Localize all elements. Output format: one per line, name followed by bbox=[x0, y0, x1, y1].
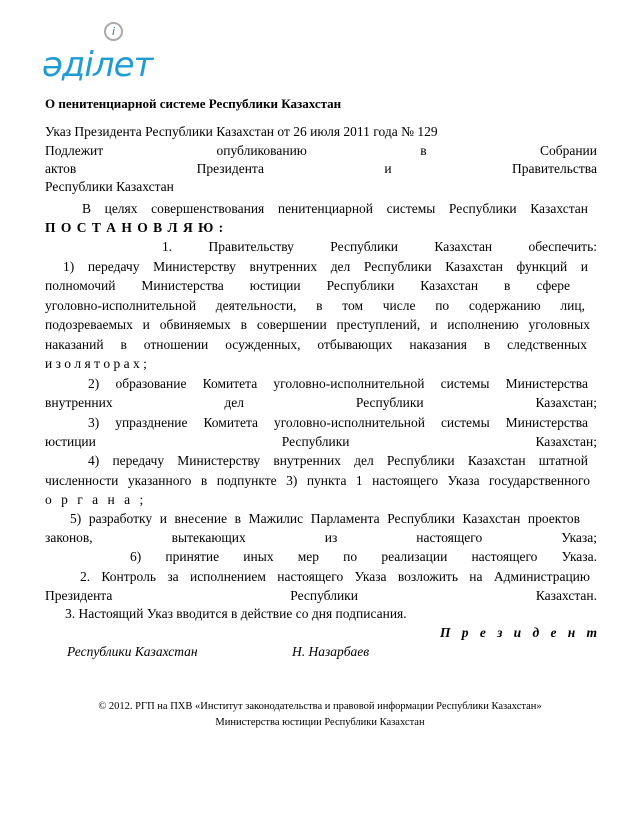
text-line: юстиции Республики Казахстан; bbox=[45, 434, 597, 449]
text-line: 3) упразднение Комитета уголовно-исполнительной системы Министерства bbox=[88, 415, 588, 430]
text-line: полномочий Министерства юстиции Республики Казахстан в сфере bbox=[45, 278, 570, 293]
signature-name: Н. Назарбаев bbox=[292, 644, 370, 659]
document-title: О пенитенциарной системе Республики Казахстан bbox=[45, 96, 342, 111]
text-line: о р г а н а ; bbox=[45, 492, 147, 507]
text-line: 2) образование Комитета уголовно-исполнительной системы Министерства bbox=[88, 376, 588, 391]
decree-heading: П О С Т А Н О В Л Я Ю : bbox=[45, 220, 225, 235]
logo-text: әділет bbox=[42, 45, 153, 85]
text-line: Республики Казахстан bbox=[45, 179, 174, 194]
text-line: подозреваемых и обвиняемых в совершении преступлений, и исполнению уголовных bbox=[45, 317, 590, 332]
text-line: наказаний в отношении осужденных, отбывающих наказания в следственных bbox=[45, 337, 587, 352]
text-line: 5) разработку и внесение в Мажилис Парламента Республики Казахстан проектов bbox=[70, 511, 580, 526]
text-line: 2. Контроль за исполнением настоящего Указа возложить на Администрацию bbox=[80, 569, 590, 584]
text-line: актов Президента и Правительства bbox=[45, 161, 597, 176]
text-line: 4) передачу Министерству внутренних дел Республики Казахстан штатной bbox=[88, 453, 588, 468]
text-line: и з о л я т о р а х ; bbox=[45, 356, 147, 371]
footer-copyright: © 2012. РГП на ПХВ «Институт законодательства и правовой информации Республики Казахстан» bbox=[98, 701, 542, 712]
decree-info: Указ Президента Республики Казахстан от 26 июля 2011 года № 129 bbox=[45, 124, 438, 139]
text-line: численности указанного в подпункте 3) пункта 1 настоящего Указа государственного bbox=[45, 473, 590, 488]
text-line: Президента Республики Казахстан. bbox=[45, 588, 597, 603]
adilet-logo[interactable] bbox=[42, 25, 153, 85]
text-line: законов, вытекающих из настоящего Указа; bbox=[45, 530, 597, 545]
text-line: Подлежит опубликованию в Собрании bbox=[45, 143, 597, 158]
text-line: В целях совершенствования пенитенциарной системы Республики Казахстан bbox=[82, 201, 588, 216]
text-line: 1) передачу Министерству внутренних дел Республики Казахстан функций и bbox=[63, 259, 588, 274]
text-line: уголовно-исполнительной деятельности, в том числе по содержанию лиц, bbox=[45, 298, 585, 313]
text-line: 6) принятие иных мер по реализации настоящего Указа. bbox=[130, 549, 597, 564]
text-line: 3. Настоящий Указ вводится в действие со дня подписания. bbox=[65, 606, 407, 621]
signature-title: П р е з и д е н т bbox=[440, 625, 597, 640]
text-line: 1. Правительству Республики Казахстан обеспечить: bbox=[162, 239, 597, 254]
info-icon: i bbox=[104, 22, 123, 41]
footer-ministry: Министерства юстиции Республики Казахстан bbox=[215, 717, 425, 728]
signature-republic: Республики Казахстан bbox=[67, 644, 198, 659]
text-line: внутренних дел Республики Казахстан; bbox=[45, 395, 597, 410]
